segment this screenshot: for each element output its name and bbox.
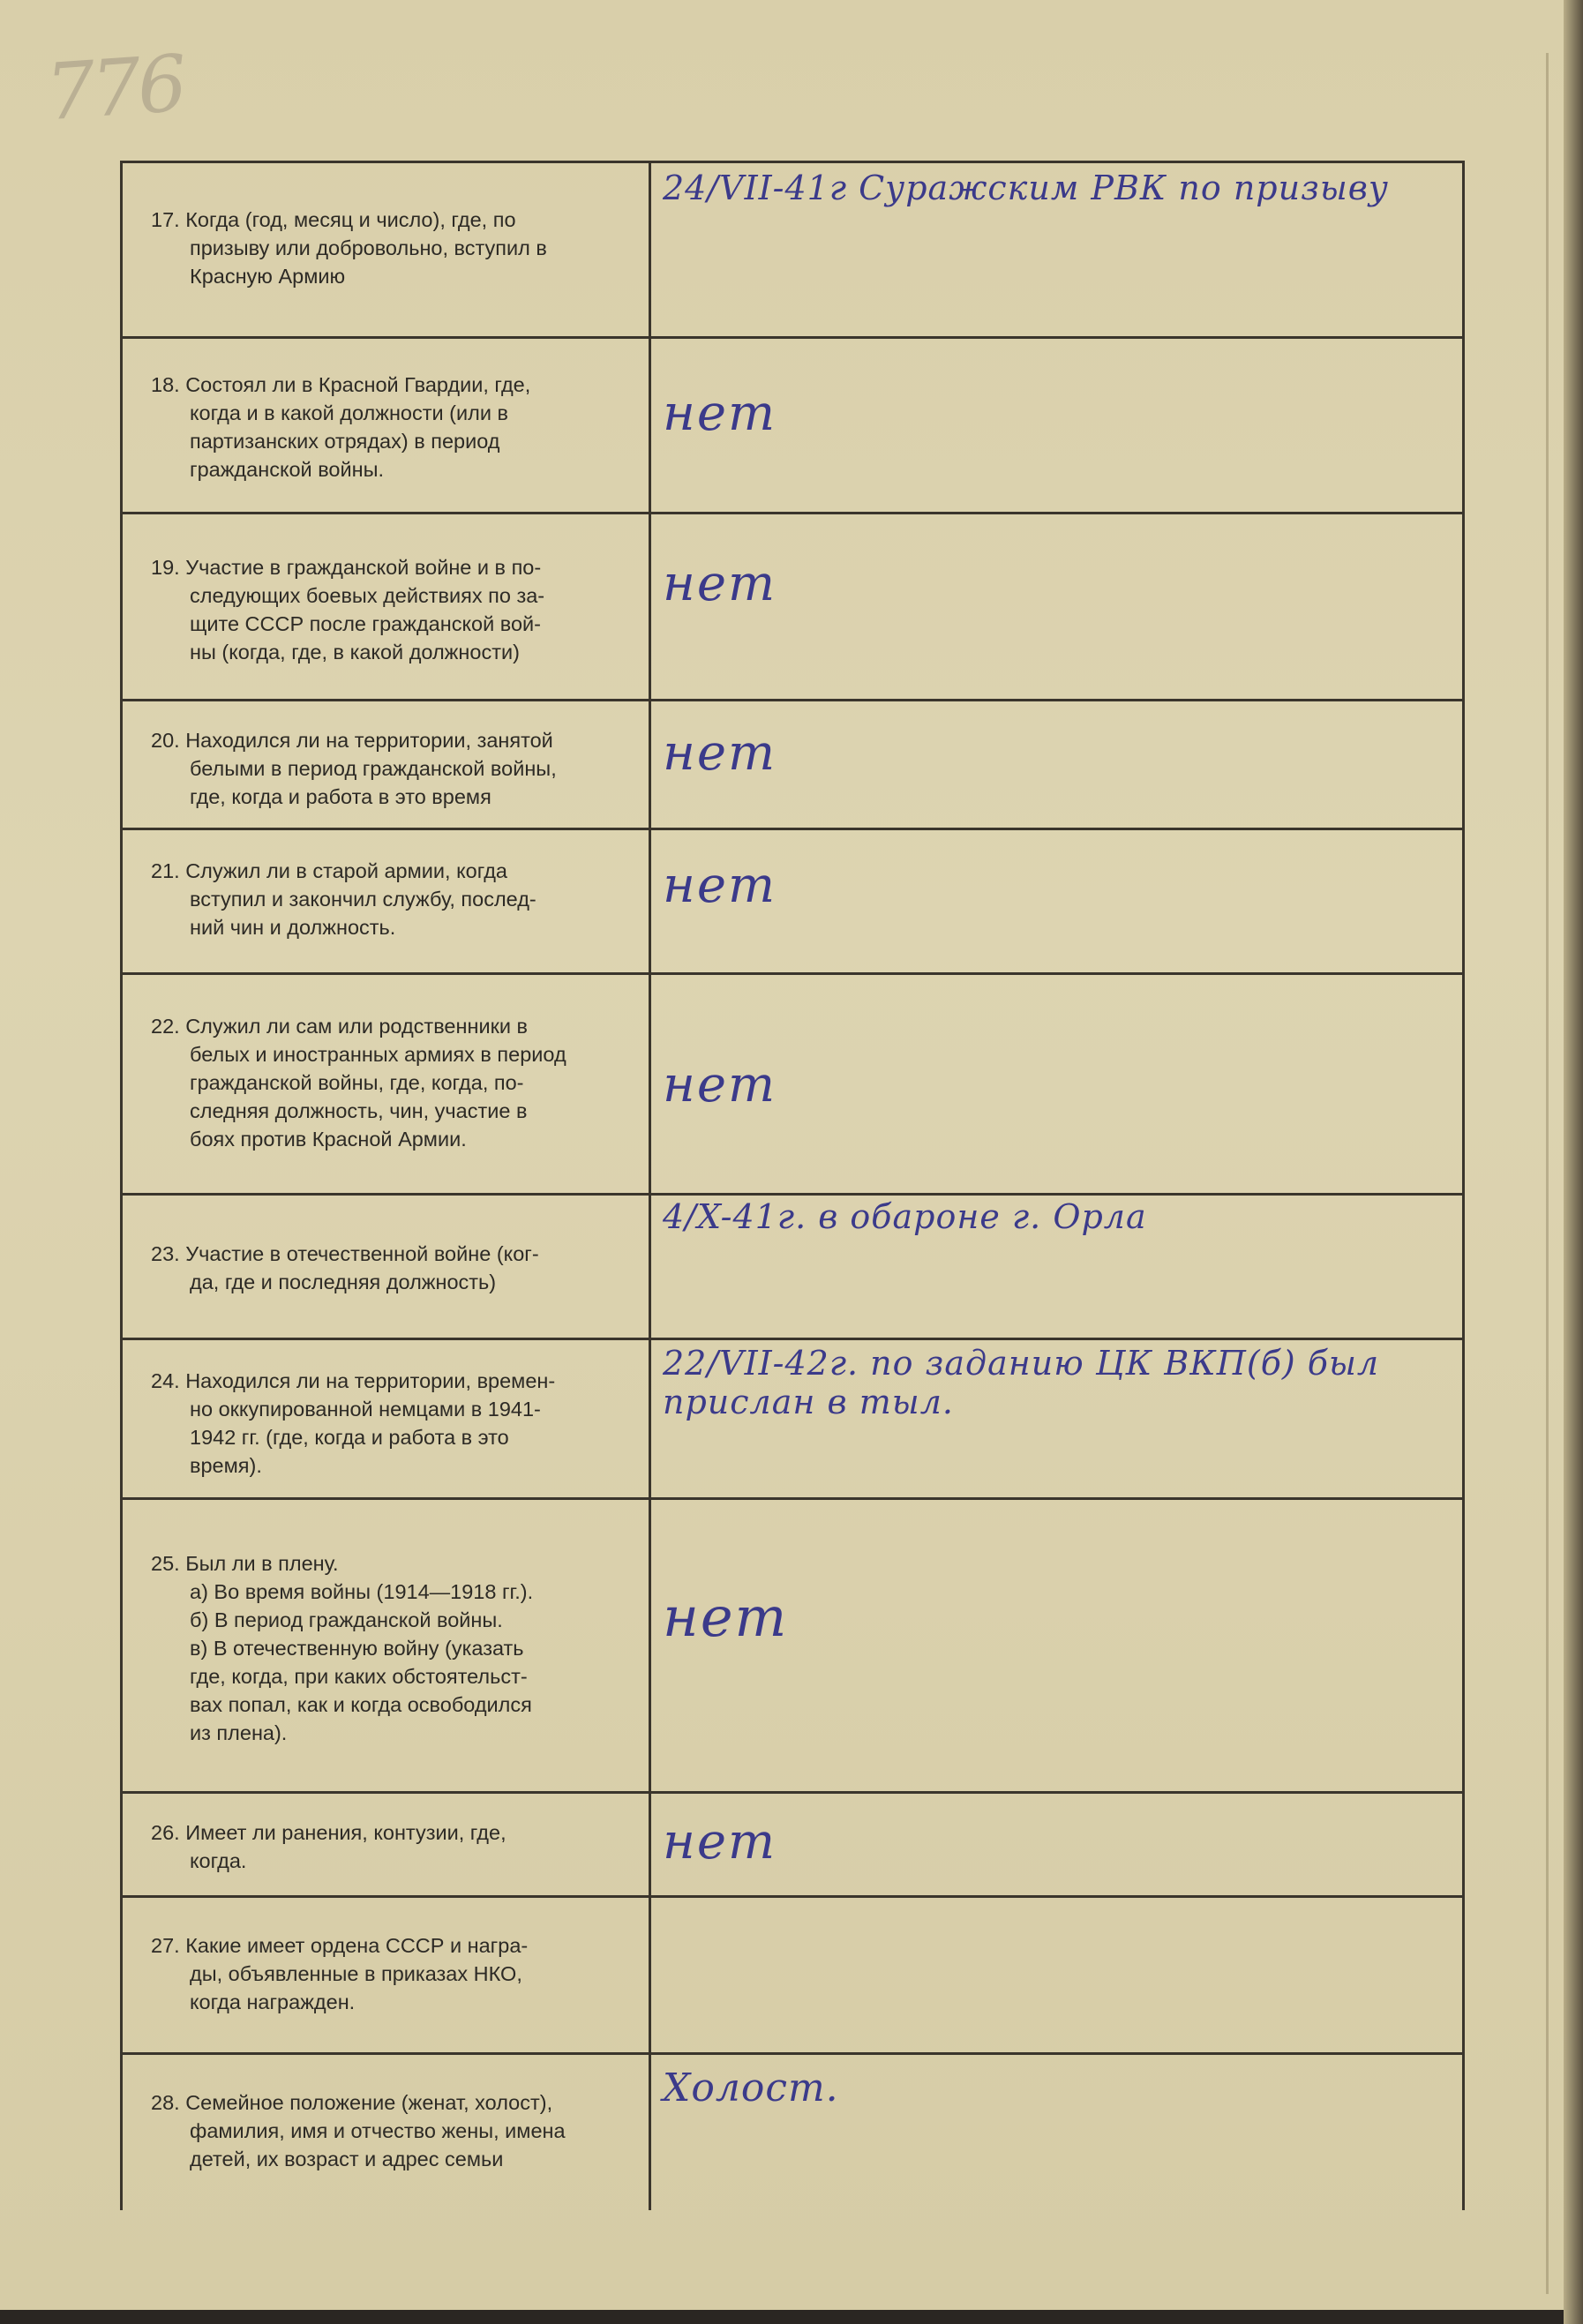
question-27: 27. Какие имеет ордена СССР и награ- ды, объявленные в приказах НКО, когда награжден. [151,1934,529,2013]
answer-18: нет [663,385,777,442]
question-19: 19. Участие в гражданской войне и в по- следующих боевых действиях по за- щите СССР после гражданской вой- ны (когда, где, в какой должности) [151,556,545,663]
table-row-19 [123,514,1462,701]
table-row-20 [123,701,1462,830]
table-row-28 [123,2055,1462,2210]
question-22: 22. Служил ли сам или родственники в белых и иностранных армиях в период гражданской войны, где, когда, по- следняя должность, чин, участие в боях против Красной Армии. [151,1015,566,1151]
answer-17: 24/VII-41г Суражским РВК по призыву [663,169,1389,207]
table-row-27 [123,1898,1462,2055]
table-row-23 [123,1196,1462,1340]
answer-22: нет [663,1056,777,1113]
question-21: 21. Служил ли в старой армии, когда вступил и закончил службу, послед- ний чин и должность. [151,859,536,939]
answer-28: Холост. [663,2065,839,2110]
question-26: 26. Имеет ли ранения, контузии, где, когда. [151,1821,506,1872]
question-18: 18. Состоял ли в Красной Гвардии, где, когда и в какой должности (или в партизанских отрядах) в период гражданской войны. [151,373,531,481]
answer-19: нет [663,555,777,612]
table-row-22 [123,975,1462,1196]
table-row-21 [123,830,1462,975]
question-23: 23. Участие в отечественной войне (ког- да, где и последняя должность) [151,1242,539,1293]
answer-20: нет [663,724,777,782]
question-24: 24. Находился ли на территории, времен- но оккупированной немцами в 1941- 1942 гг. (где, когда и работа в это время). [151,1369,556,1477]
table-row-25 [123,1500,1462,1794]
table-row-26 [123,1794,1462,1898]
answer-23: 4/X-41г. в обароне г. Орла [663,1197,1147,1236]
page-fold [1546,53,1549,2294]
archive-number: 776 [42,37,187,139]
question-20: 20. Находился ли на территории, занятой белыми в период гражданской войны, где, когда и работа в это время [151,729,557,808]
answer-21: нет [663,857,777,914]
questionnaire-table [120,161,1465,2210]
table-row-24 [123,1340,1462,1500]
question-25: 25. Был ли в плену. а) Во время войны (1914—1918 гг.). б) В период гражданской войны. в) В отечественную войну (указать где, когда, при каких обстоятельст- вах попал, как и когда освободился из плена). [151,1552,534,1744]
table-row-17 [123,163,1462,339]
answer-25: нет [663,1585,789,1649]
answer-24: 22/VII-42г. по заданию ЦК ВКП(б) был прислан в тыл. [663,1344,1380,1421]
question-17: 17. Когда (год, месяц и число), где, по призыву или добровольно, вступил в Красную Армию [151,208,547,288]
answer-26: нет [663,1813,777,1870]
page-edge [1564,0,1583,2324]
question-28: 28. Семейное положение (женат, холост), фамилия, имя и отчество жены, имена детей, их возраст и адрес семьи [151,2091,566,2170]
table-row-18 [123,339,1462,514]
